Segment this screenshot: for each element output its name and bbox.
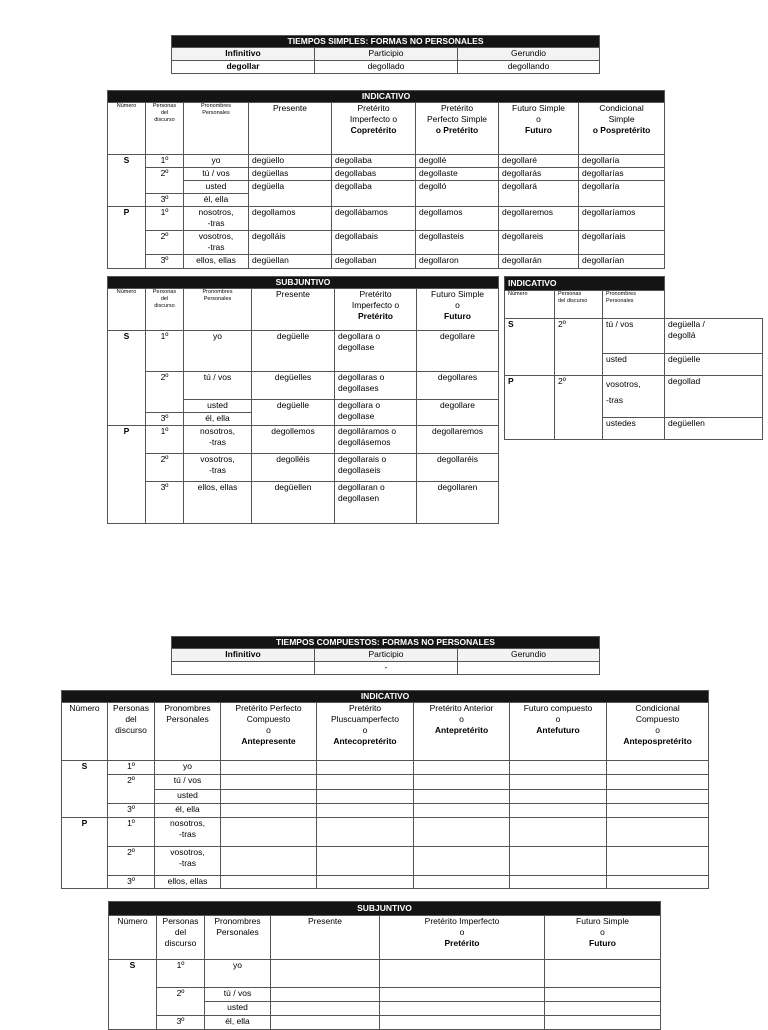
verb-form: degüello <box>249 155 332 168</box>
person-cell: 3º <box>146 194 184 207</box>
pronoun-cell: vosotros, -tras <box>184 231 249 255</box>
verb-form: degollaríamos <box>579 207 665 231</box>
verb-form <box>414 847 510 876</box>
table-row <box>62 761 709 775</box>
person-cell: 2º <box>157 988 205 1016</box>
verb-form: degollaron <box>416 255 499 269</box>
person-cell: 3º <box>146 482 184 524</box>
verb-form <box>221 775 317 790</box>
person-cell: 3º <box>157 1016 205 1030</box>
table-row <box>108 155 665 168</box>
header-numero: Número <box>505 291 555 319</box>
table-row <box>62 876 709 889</box>
verb-form: degollad <box>665 376 763 418</box>
table-title: TIEMPOS SIMPLES: FORMAS NO PERSONALES <box>172 36 600 48</box>
header-antepreterito: Pretérito Anterior o Antepretérito <box>414 703 510 761</box>
verb-form <box>510 876 607 889</box>
pronoun-cell: vosotros, -tras <box>184 454 252 482</box>
pronoun-cell: yo <box>155 761 221 775</box>
verb-form: degollaban <box>332 255 416 269</box>
verb-form <box>271 1002 380 1016</box>
subjunctive-compound-rows <box>109 960 661 1030</box>
header-infinitivo: Infinitivo <box>172 48 315 61</box>
verb-form: degüellen <box>252 482 335 524</box>
header-pronombres: Pronombres Personales <box>184 103 249 155</box>
header-gerundio: Gerundio <box>458 48 600 61</box>
verb-form <box>317 876 414 889</box>
header-presente: Presente <box>271 916 380 960</box>
table-row <box>62 790 709 804</box>
verb-form <box>271 1016 380 1030</box>
pronoun-cell: usted <box>184 400 252 413</box>
indicative-simple-table <box>107 90 665 269</box>
pronoun-cell: usted <box>155 790 221 804</box>
indicative-compound-rows <box>62 761 709 889</box>
value-infinitivo <box>172 662 315 675</box>
pronoun-cell: nosotros, -tras <box>184 207 249 231</box>
verb-form: degollarás <box>499 168 579 181</box>
person-cell: 2º <box>108 847 155 876</box>
verb-form <box>510 847 607 876</box>
verb-form: degollarías <box>579 168 665 181</box>
pronoun-cell: ellos, ellas <box>155 876 221 889</box>
value-infinitivo: degollar <box>172 61 315 74</box>
simple-nonpersonal-table <box>171 35 600 74</box>
verb-form: degüellas <box>249 168 332 181</box>
verb-form: degollareis <box>499 231 579 255</box>
verb-form: degollarais o degollaseis <box>335 454 417 482</box>
verb-form <box>545 960 661 988</box>
number-s: S <box>109 960 157 1030</box>
header-infinitivo: Infinitivo <box>172 649 315 662</box>
verb-form: degollaras o degollases <box>335 372 417 400</box>
verb-form: degollasteis <box>416 231 499 255</box>
subjunctive-simple-rows <box>108 331 499 524</box>
verb-form: degollará <box>499 181 579 207</box>
verb-form <box>510 804 607 818</box>
value-gerundio: degollando <box>458 61 600 74</box>
verb-form <box>510 790 607 804</box>
person-cell: 3º <box>108 876 155 889</box>
verb-form: degollaría <box>579 155 665 168</box>
table-row <box>62 847 709 876</box>
subjunctive-compound-table <box>108 901 661 1030</box>
table-row <box>108 331 499 372</box>
verb-form <box>607 847 709 876</box>
header-pronombres: Pronombres Personales <box>205 916 271 960</box>
indicative-simple-rows <box>108 155 665 269</box>
verb-form <box>317 818 414 847</box>
verb-form <box>221 761 317 775</box>
table-title: SUBJUNTIVO <box>109 902 661 916</box>
verb-form: degüellan <box>249 255 332 269</box>
verb-form: degüella / degollá <box>665 319 763 354</box>
verb-form <box>545 1016 661 1030</box>
verb-form <box>414 775 510 790</box>
pronoun-cell: tú / vos <box>205 988 271 1002</box>
verb-form: degollarían <box>579 255 665 269</box>
verb-form <box>221 818 317 847</box>
header-numero: Número <box>62 703 108 761</box>
verb-form <box>317 847 414 876</box>
person-cell: 2º <box>146 168 184 194</box>
pronoun-cell: él, ella <box>184 194 249 207</box>
verb-form <box>414 876 510 889</box>
number-p: P <box>108 426 146 524</box>
pronoun-cell: él, ella <box>184 413 252 426</box>
verb-form <box>271 988 380 1002</box>
verb-form: degollaríais <box>579 231 665 255</box>
verb-form <box>414 818 510 847</box>
header-participio: Participio <box>315 48 458 61</box>
pronoun-cell: vosotros, -tras <box>603 376 665 418</box>
verb-form: degollare <box>417 331 499 372</box>
table-row <box>108 207 665 231</box>
person-cell: 2º <box>146 372 184 413</box>
verb-form <box>380 1002 545 1016</box>
header-condicional: Condicional Simple o Pospretérito <box>579 103 665 155</box>
header-numero: Número <box>109 916 157 960</box>
verb-form <box>271 960 380 988</box>
verb-form <box>510 818 607 847</box>
verb-form <box>380 960 545 988</box>
number-p: P <box>108 207 146 269</box>
table-row <box>109 960 661 988</box>
header-pronombres: Pronombres Personales <box>603 291 665 319</box>
verb-form: degollemos <box>252 426 335 454</box>
verb-form: degollabas <box>332 168 416 181</box>
verb-form <box>607 775 709 790</box>
verb-form: degollaremos <box>499 207 579 231</box>
verb-form <box>221 804 317 818</box>
pronoun-cell: tú / vos <box>155 775 221 790</box>
pronoun-cell: yo <box>184 331 252 372</box>
header-gerundio: Gerundio <box>458 649 600 662</box>
verb-form: degollarán <box>499 255 579 269</box>
verb-form <box>545 988 661 1002</box>
header-antecopreterito: Pretérito Pluscuamperfecto o Antecopretérito <box>317 703 414 761</box>
header-presente: Presente <box>249 103 332 155</box>
header-antepresente: Pretérito Perfecto Compuesto o Antepresente <box>221 703 317 761</box>
pronoun-cell: ellos, ellas <box>184 255 249 269</box>
verb-form: degollara o degollase <box>335 400 417 426</box>
pronoun-cell: él, ella <box>155 804 221 818</box>
table-row <box>108 168 665 181</box>
verb-form: degolléis <box>252 454 335 482</box>
person-cell: 2º <box>555 319 603 376</box>
verb-form: degollares <box>417 372 499 400</box>
header-antepospreterito: Condicional Compuesto o Antepospretérito <box>607 703 709 761</box>
compound-nonpersonal-table <box>171 636 600 675</box>
header-imperfecto: Pretérito Imperfecto o Pretérito <box>380 916 545 960</box>
verb-form: degüelle <box>252 331 335 372</box>
verb-form <box>607 761 709 775</box>
verb-form: degüelle <box>252 400 335 426</box>
verb-form <box>607 818 709 847</box>
verb-form: degüellen <box>665 418 763 440</box>
pronoun-cell: ustedes <box>603 418 665 440</box>
verb-form: degollaba <box>332 181 416 207</box>
verb-form <box>221 847 317 876</box>
person-cell: 3º <box>108 804 155 818</box>
number-s: S <box>108 155 146 207</box>
table-row <box>109 1016 661 1030</box>
pronoun-cell: tú / vos <box>184 168 249 181</box>
person-cell: 1º <box>108 818 155 847</box>
table-row <box>108 255 665 269</box>
verb-form: degolló <box>416 181 499 207</box>
table-title: INDICATIVO <box>505 277 665 291</box>
verb-form <box>414 790 510 804</box>
verb-form: degollaré <box>499 155 579 168</box>
pronoun-cell: nosotros, -tras <box>184 426 252 454</box>
pronoun-cell: usted <box>205 1002 271 1016</box>
table-row <box>62 818 709 847</box>
verb-form: degollamos <box>249 207 332 231</box>
person-cell: 3º <box>146 413 184 426</box>
header-personas: Personas del discurso <box>108 703 155 761</box>
table-title: INDICATIVO <box>62 691 709 703</box>
pronoun-cell: tú / vos <box>603 319 665 354</box>
verb-form: degollamos <box>416 207 499 231</box>
table-row <box>108 482 499 524</box>
indicative-compound-table <box>61 690 709 889</box>
number-p: P <box>62 818 108 889</box>
table-row <box>109 988 661 1002</box>
verb-form <box>510 761 607 775</box>
imperative-table <box>504 276 763 440</box>
verb-form: degollábamos <box>332 207 416 231</box>
header-imperfecto: Pretérito Imperfecto o Copretérito <box>332 103 416 155</box>
table-title: SUBJUNTIVO <box>108 277 499 289</box>
table-row <box>62 804 709 818</box>
verb-form: degollaremos <box>417 426 499 454</box>
header-futuro: Futuro Simple o Futuro <box>417 289 499 331</box>
number-p: P <box>505 376 555 440</box>
verb-form: degüelle <box>665 354 763 376</box>
pronoun-cell: ellos, ellas <box>184 482 252 524</box>
number-s: S <box>505 319 555 376</box>
header-perfecto: Pretérito Perfecto Simple o Pretérito <box>416 103 499 155</box>
person-cell: 1º <box>146 331 184 372</box>
header-imperfecto: Pretérito Imperfecto o Pretérito <box>335 289 417 331</box>
header-pronombres: Pronombres Personales <box>184 289 252 331</box>
verb-form: degollara o degollase <box>335 331 417 372</box>
pronoun-cell: él, ella <box>205 1016 271 1030</box>
number-s: S <box>62 761 108 818</box>
table-row <box>108 231 665 255</box>
verb-form: degüelles <box>252 372 335 400</box>
verb-form: degollabais <box>332 231 416 255</box>
verb-form: degüella <box>249 181 332 207</box>
verb-form: degollaréis <box>417 454 499 482</box>
header-numero: Número <box>108 103 146 155</box>
header-personas: Personas del discurso <box>157 916 205 960</box>
header-antefuturo: Futuro compuesto o Antefuturo <box>510 703 607 761</box>
person-cell: 1º <box>146 207 184 231</box>
header-personas: Personas del discurso <box>146 289 184 331</box>
person-cell: 1º <box>146 426 184 454</box>
table-title: TIEMPOS COMPUESTOS: FORMAS NO PERSONALES <box>172 637 600 649</box>
verb-form <box>414 804 510 818</box>
person-cell: 2º <box>146 231 184 255</box>
table-row <box>108 181 665 194</box>
verb-form <box>317 790 414 804</box>
person-cell: 1º <box>157 960 205 988</box>
person-cell: 1º <box>146 155 184 168</box>
verb-form <box>607 804 709 818</box>
header-presente: Presente <box>252 289 335 331</box>
verb-form <box>607 876 709 889</box>
verb-form <box>221 790 317 804</box>
pronoun-cell: yo <box>205 960 271 988</box>
verb-form <box>607 790 709 804</box>
verb-form <box>317 761 414 775</box>
verb-form <box>510 775 607 790</box>
verb-form: degollaren <box>417 482 499 524</box>
verb-form: degolláramos o degollásemos <box>335 426 417 454</box>
verb-form: degollare <box>417 400 499 426</box>
value-participio: degollado <box>315 61 458 74</box>
subjunctive-simple-table <box>107 276 499 524</box>
person-cell: 2º <box>555 376 603 440</box>
value-participio: - <box>315 662 458 675</box>
verb-form: degollé <box>416 155 499 168</box>
table-title: INDICATIVO <box>108 91 665 103</box>
person-cell: 1º <box>108 761 155 775</box>
pronoun-cell: tú / vos <box>184 372 252 400</box>
header-personas: Personas del discurso <box>555 291 603 319</box>
table-row <box>108 372 499 400</box>
verb-form <box>317 804 414 818</box>
header-pronombres: Pronombres Personales <box>155 703 221 761</box>
verb-form: degollaba <box>332 155 416 168</box>
person-cell: 2º <box>108 775 155 804</box>
pronoun-cell: usted <box>603 354 665 376</box>
header-numero: Número <box>108 289 146 331</box>
header-futuro: Futuro Simple o Futuro <box>499 103 579 155</box>
verb-form <box>221 876 317 889</box>
table-row <box>108 426 499 454</box>
verb-form <box>380 1016 545 1030</box>
verb-form: degolláis <box>249 231 332 255</box>
verb-form <box>414 761 510 775</box>
pronoun-cell: usted <box>184 181 249 194</box>
verb-form: degollaría <box>579 181 665 207</box>
verb-form: degollaran o degollasen <box>335 482 417 524</box>
pronoun-cell: nosotros, -tras <box>155 818 221 847</box>
header-participio: Participio <box>315 649 458 662</box>
verb-form <box>380 988 545 1002</box>
pronoun-cell: vosotros, -tras <box>155 847 221 876</box>
verb-form <box>545 1002 661 1016</box>
verb-form: degollaste <box>416 168 499 181</box>
person-cell: 3º <box>146 255 184 269</box>
number-s: S <box>108 331 146 426</box>
pronoun-cell: yo <box>184 155 249 168</box>
person-cell: 2º <box>146 454 184 482</box>
verb-form <box>317 775 414 790</box>
header-futuro: Futuro Simple o Futuro <box>545 916 661 960</box>
table-row <box>108 454 499 482</box>
header-personas: Personas del discurso <box>146 103 184 155</box>
value-gerundio <box>458 662 600 675</box>
table-row <box>62 775 709 790</box>
